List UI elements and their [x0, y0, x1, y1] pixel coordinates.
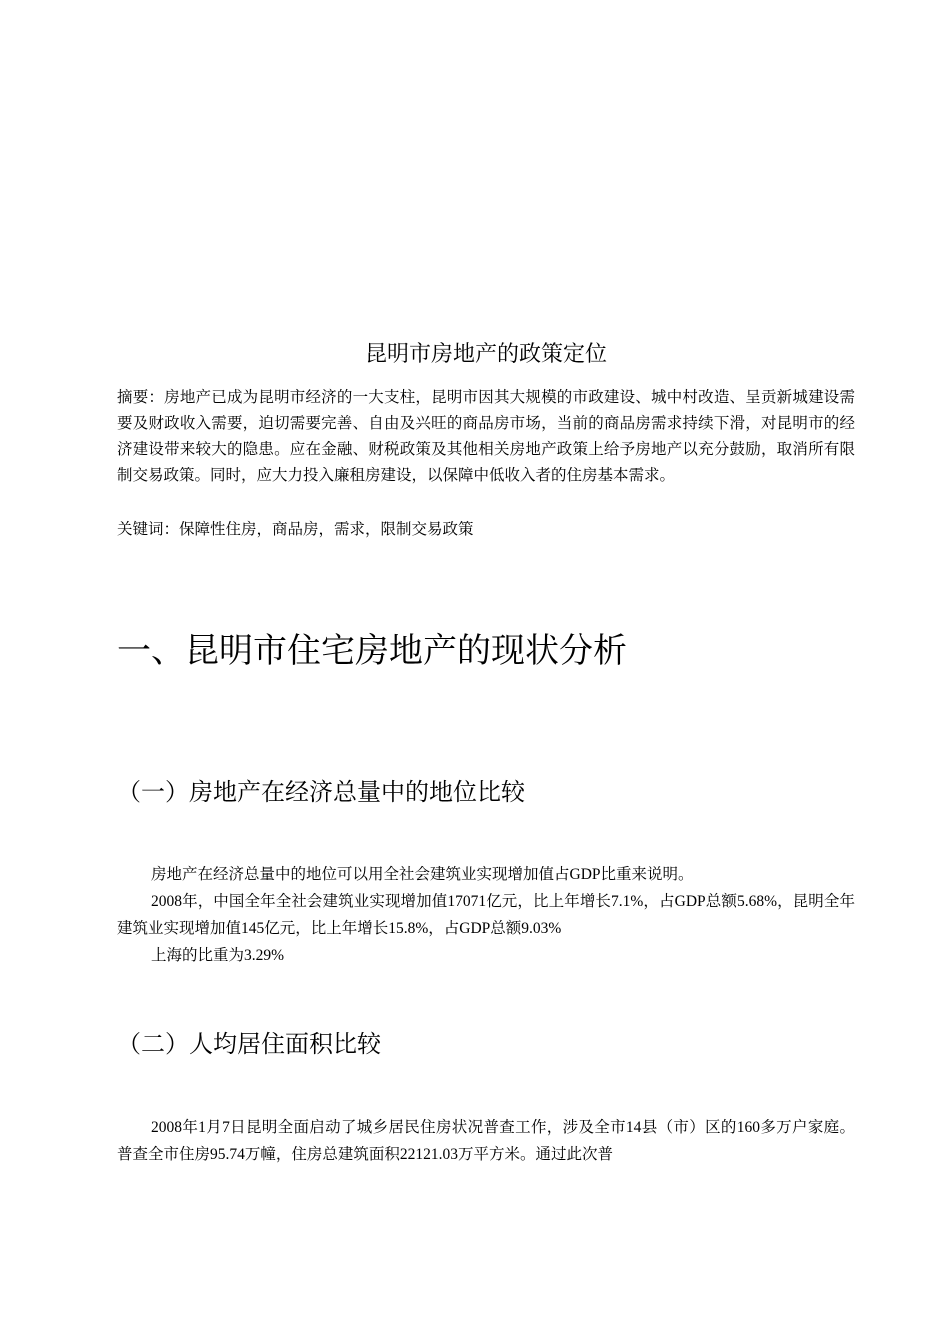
section-1-body — [117, 861, 855, 969]
keywords-line: 关键词：保障性住房，商品房，需求，限制交易政策 — [117, 520, 474, 538]
abstract-paragraph: 摘要：房地产已成为昆明市经济的一大支柱，昆明市因其大规模的市政建设、城中村改造、呈贡新城建设需要及财政收入需要，迫切需要完善、自由及兴旺的商品房市场，当前的商品房需求持续下滑，对昆明市的经济建设带来较大的隐患。应在金融、财税政策及其他相关房地产政策上给予房地产以充分鼓励，取消所有限制交易政策。同时，应大力投入廉租房建设，以保障中低收入者的住房基本需求。 — [117, 388, 855, 484]
section-2-body — [117, 1114, 855, 1168]
body-paragraph: 2008年1月7日昆明全面启动了城乡居民住房状况普查工作，涉及全市14县（市）区的160多万户家庭。普查全市住房95.74万幢，住房总建筑面积22121.03万平方米。通过此次普 — [117, 1119, 855, 1163]
body-paragraph: 2008年，中国全年全社会建筑业实现增加值17071亿元，比上年增长7.1%，占GDP总额5.68%，昆明全年建筑业实现增加值145亿元，比上年增长15.8%，占GDP总额9.03% — [117, 893, 855, 937]
section-heading-2: （二）人均居住面积比较 — [117, 1030, 381, 1058]
chapter-heading: 一、昆明市住宅房地产的现状分析 — [117, 631, 627, 671]
section-heading-1: （一）房地产在经济总量中的地位比较 — [117, 778, 525, 806]
body-paragraph: 上海的比重为3.29% — [151, 947, 285, 964]
body-paragraph: 房地产在经济总量中的地位可以用全社会建筑业实现增加值占GDP比重来说明。 — [151, 866, 694, 883]
document-title: 昆明市房地产的政策定位 — [364, 342, 607, 367]
